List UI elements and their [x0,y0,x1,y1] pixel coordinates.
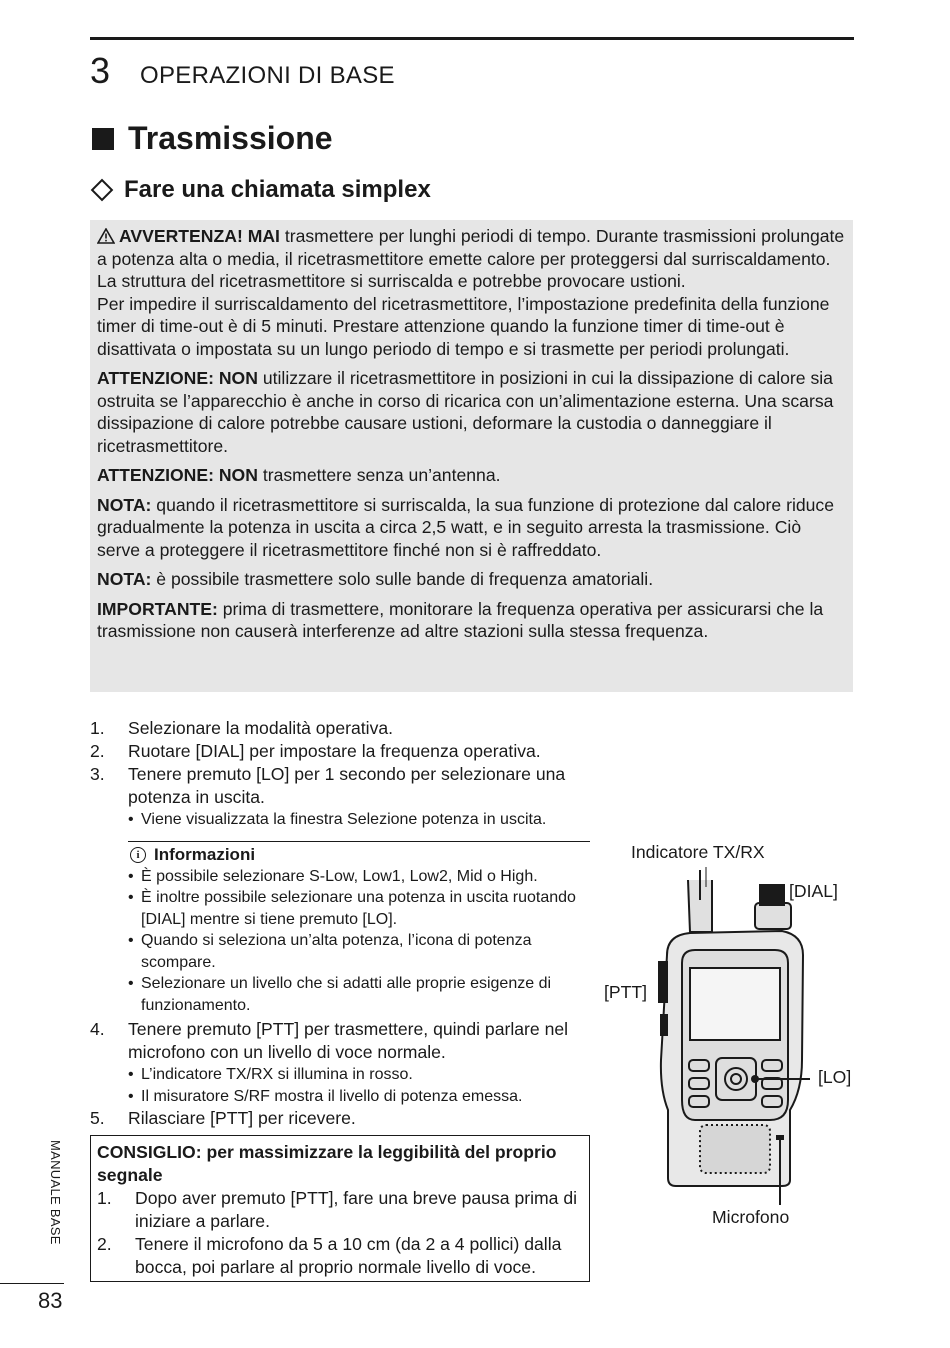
subitem-text: L’indicatore TX/RX si illumina in rosso. [141,1066,413,1083]
bullet: • [128,975,134,992]
tip-text: Dopo aver premuto [PTT], fare una breve pausa prima di iniziare a parlare. [135,1188,578,1231]
label-ptt: [PTT] [604,982,648,1002]
caution-text: trasmettere senza un’antenna. [257,465,501,485]
tip-number: 1. [97,1188,112,1208]
info-text: Selezionare un livello che si adatti alle proprie esigenze di funzionamento. [141,975,552,1014]
step-number: 5. [90,1108,105,1128]
tip-number: 2. [97,1234,112,1254]
note-text: quando il ricetrasmettitore si surriscalda, la sua funzione di protezione dal calore riduce gradualmente la potenza in uscita a circa 2,5 watt, e in seguito arresta la trasmissione. Ciò serve a proteggere il ricetrasmettitore finché non si è raffreddato. [97,494,835,560]
bullet: • [128,1066,134,1083]
step-text: Selezionare la modalità operativa. [128,718,394,738]
caution-label: ATTENZIONE: NON [97,368,258,388]
page-number-rule [0,1283,64,1284]
bullet: • [128,932,134,949]
step-text: Tenere premuto [LO] per 1 secondo per selezionare una potenza in uscita. [128,764,566,807]
note-text: è possibile trasmettere solo sulle bande di frequenza amatoriali. [151,569,654,589]
bullet: • [128,1087,134,1105]
important-text: prima di trasmettere, monitorare la frequenza operativa per assicurarsi che la trasmissione non causerà interferenze ad altre stazioni sulla stessa frequenza. [97,598,824,641]
bullet: • [128,811,134,828]
note-label: NOTA: [97,494,152,515]
label-microphone: Microfono [712,1207,790,1227]
info-title: Informazioni [154,844,256,864]
chapter-number: 3 [90,50,111,91]
step-number: 2. [90,741,105,761]
info-text: È possibile selezionare S-Low, Low1, Low2, Mid o High. [141,867,538,885]
caution-label: ATTENZIONE: NON [97,465,258,485]
info-text: È inoltre possibile selezionare una potenza in uscita ruotando [DIAL] mentre si tiene premuto [LO]. [141,889,576,928]
step-number: 1. [90,718,105,738]
subitem-text: Viene visualizzata la finestra Selezione potenza in uscita. [141,811,547,828]
step-text: Rilasciare [PTT] per ricevere. [128,1108,356,1128]
subsection-title: Fare una chiamata simplex [124,176,431,203]
tip-text: Tenere il microfono da 5 a 10 cm (da 2 a 4 pollici) dalla bocca, poi parlare al proprio normale livello di voce. [135,1234,562,1277]
chapter-title: OPERAZIONI DI BASE [140,62,395,89]
warning-label: AVVERTENZA! MAI [119,226,280,246]
page-number: 83 [38,1288,63,1313]
step-number: 3. [90,764,105,784]
label-dial: [DIAL] [789,881,838,901]
step-number: 4. [90,1019,105,1039]
bullet: • [128,867,134,885]
note-label: NOTA: [97,569,152,589]
step-text: Ruotare [DIAL] per impostare la frequenza operativa. [128,741,541,761]
important-label: IMPORTANTE: [97,598,218,619]
section-title: Trasmissione [128,120,333,156]
tip-title: CONSIGLIO: per massimizzare la leggibilità del proprio segnale [97,1142,557,1185]
info-icon: i [130,847,146,863]
subitem-text: Il misuratore S/RF mostra il livello di potenza emessa. [141,1087,523,1105]
label-lo: [LO] [818,1067,852,1087]
bullet: • [128,889,134,906]
info-text: Quando si seleziona un’alta potenza, l’icona di potenza scompare. [141,932,532,971]
step-text: Tenere premuto [PTT] per trasmettere, quindi parlare nel microfono con un livello di voce normale. [128,1019,569,1062]
label-txrx-indicator: Indicatore TX/RX [631,842,765,862]
caution-text: utilizzare il ricetrasmettitore in posizioni in cui la dissipazione di calore sia ostruita se l’apparecchio è anche in corso di ricarica con un’alimentazione esterna. Una scarsa dissipazione di calore potrebbe causare ustioni, deformare la custodia o danneggiare il ricetrasmettitore. [97,368,834,456]
warning-text: trasmettere per lunghi periodi di tempo. Durante trasmissioni prolungate a potenza alta o media, il ricetrasmettitore emette calore per proteggersi dal surriscaldamento. La struttura del ricetrasmettitore si surriscalda e potrebbe provocare ustioni. [97,226,845,291]
side-label: MANUALE BASE [48,1140,63,1245]
timeout-text: Per impedire il surriscaldamento del ricetrasmettitore, l’impostazione predefinita della funzione timer di time-out è di 5 minuti. Prestare attenzione quando la funzione timer di time-out è disattivata o impostata su un lungo periodo di tempo e si trasmette per periodi prolungati. [97,293,830,359]
